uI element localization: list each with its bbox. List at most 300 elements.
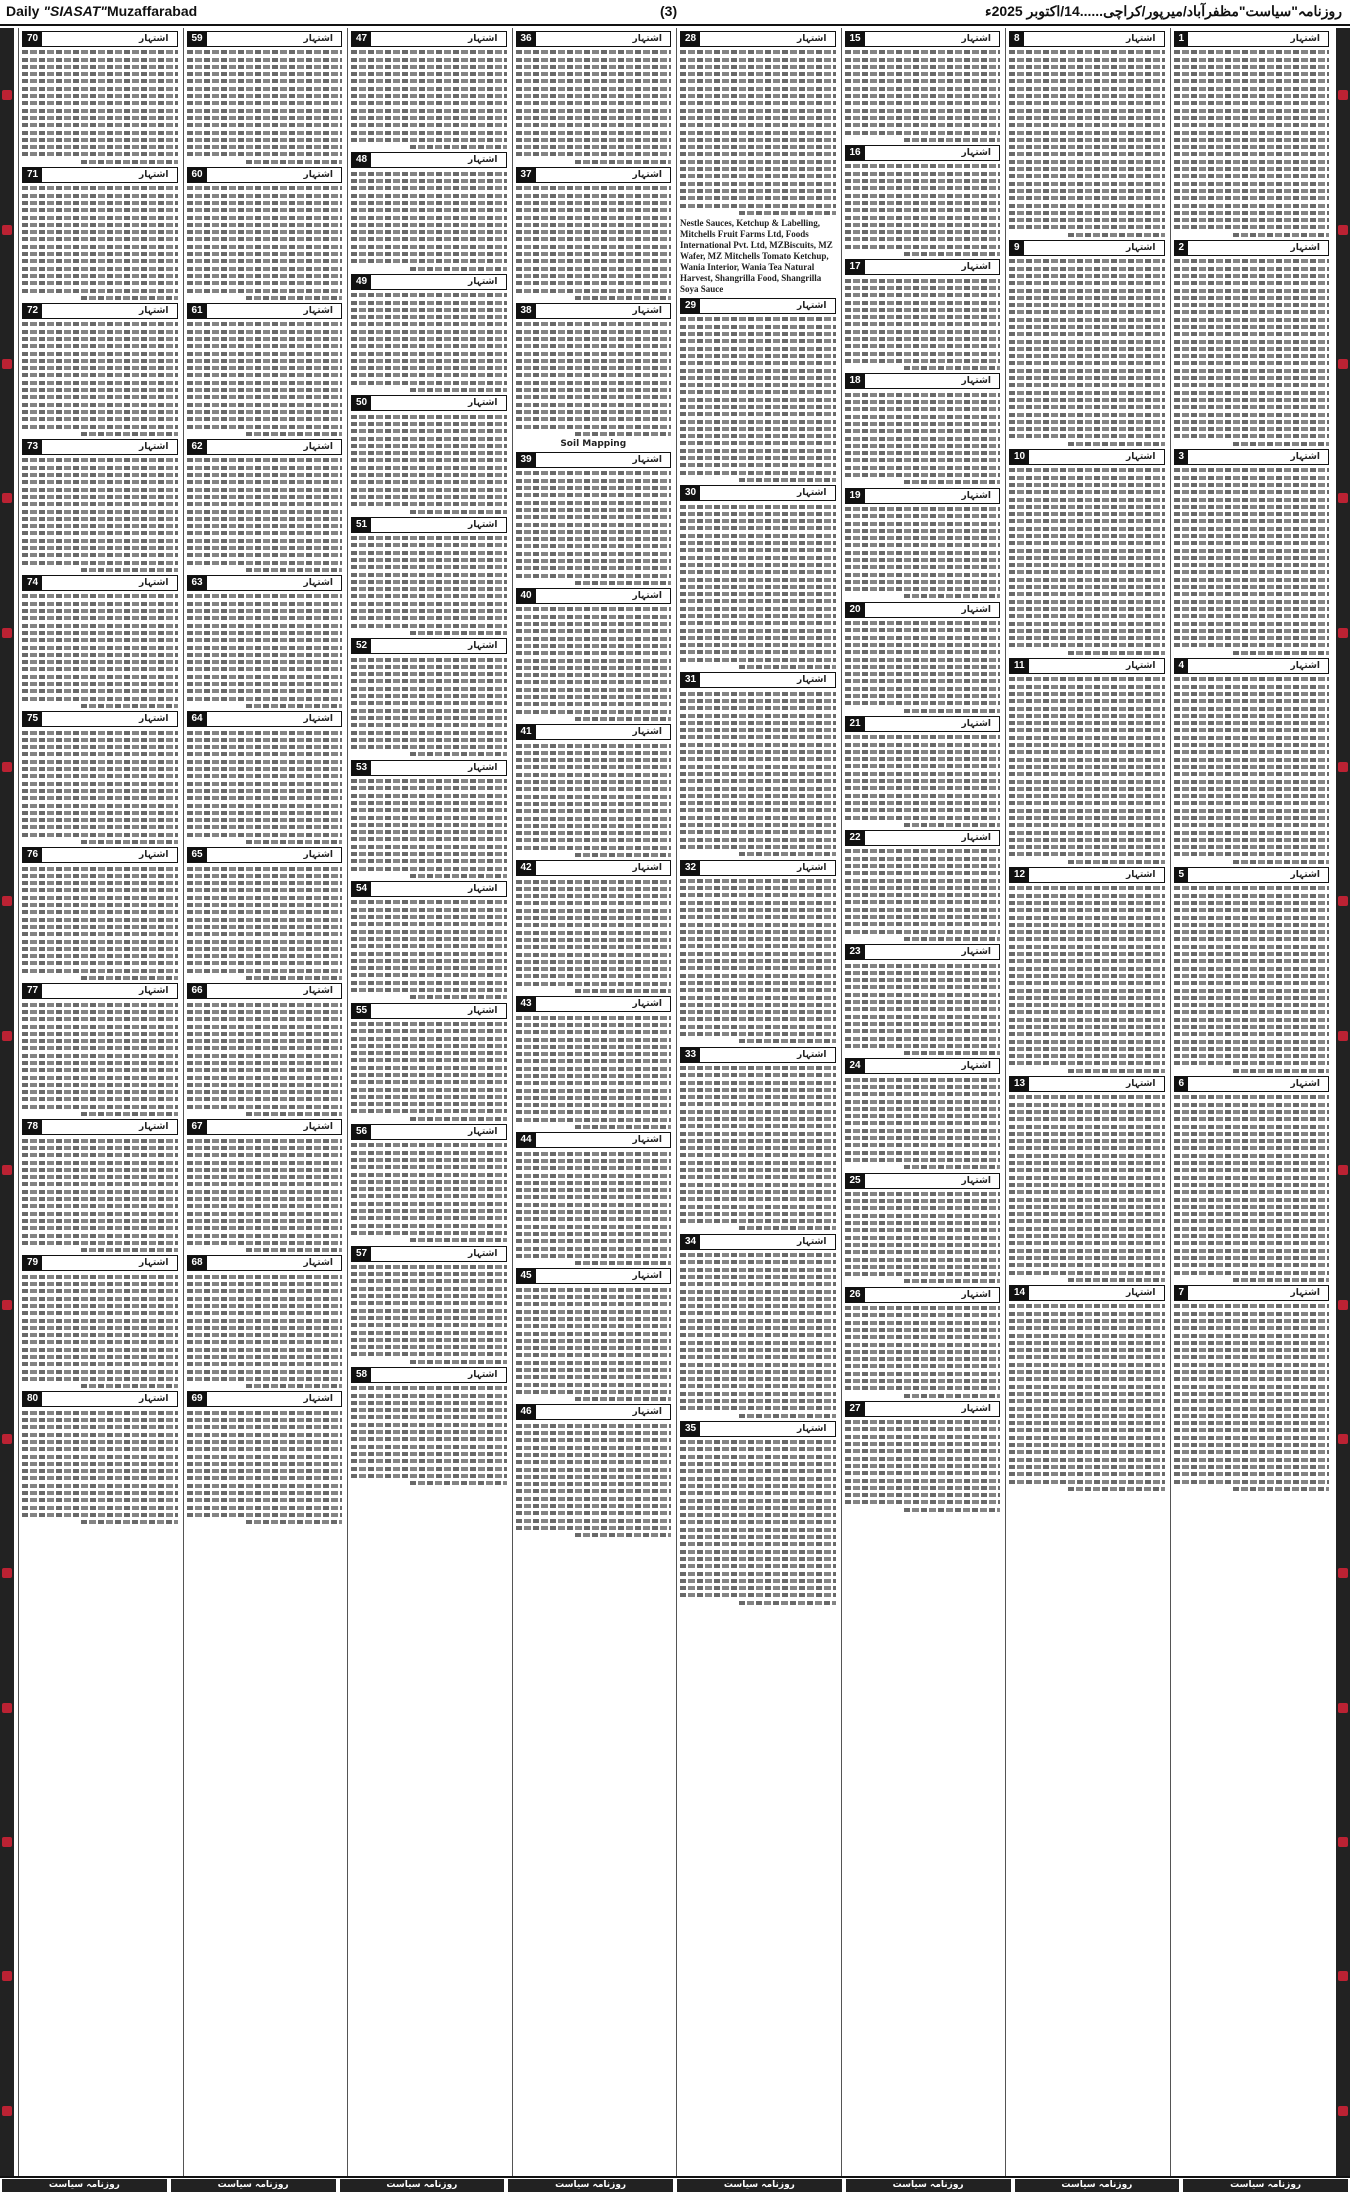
text-line [1174, 1414, 1330, 1418]
text-line [516, 744, 672, 748]
notice-label: اشتہار [961, 833, 991, 844]
text-line [187, 1411, 343, 1415]
text-line [351, 1194, 507, 1198]
text-line [680, 893, 836, 897]
text-line [81, 160, 177, 164]
text-line [187, 1153, 343, 1157]
notice-label: اشتہار [961, 148, 991, 159]
text-line [680, 317, 836, 321]
text-line [1009, 101, 1165, 105]
text-line [22, 1197, 178, 1201]
text-line [351, 1180, 507, 1184]
text-line [904, 480, 1000, 484]
text-line [680, 1010, 836, 1014]
text-line [1009, 145, 1165, 149]
footer-label: روزنامہ سیاست [508, 2179, 673, 2192]
text-line [187, 689, 343, 693]
text-line [351, 859, 507, 863]
text-line [516, 673, 672, 677]
text-line [516, 1339, 672, 1343]
text-line [22, 1304, 178, 1308]
text-line [680, 1370, 836, 1374]
notice-body-text [351, 293, 507, 392]
notice-label: اشتہار [1126, 1079, 1156, 1090]
text-line [516, 802, 672, 806]
text-line [351, 245, 507, 249]
border-mark [2, 762, 12, 772]
text-line [187, 1333, 343, 1337]
text-line [1174, 845, 1330, 849]
text-line [351, 609, 507, 613]
text-line [680, 332, 836, 336]
notice-columns [18, 28, 1332, 2176]
text-line [1009, 1161, 1165, 1165]
notice-header [1009, 31, 1165, 47]
text-line [1009, 182, 1165, 186]
text-line [575, 432, 671, 436]
text-line [1009, 1183, 1165, 1187]
text-line [22, 546, 178, 550]
text-line [1009, 1392, 1165, 1396]
text-line [187, 488, 343, 492]
notice-label: اشتہار [961, 604, 991, 615]
notice-body-text [351, 172, 507, 271]
notice-body-text [1174, 50, 1330, 236]
notice-label: اشتہار [1126, 452, 1156, 463]
text-line [22, 1241, 178, 1245]
text-line [516, 1346, 672, 1350]
text-line [22, 466, 178, 470]
text-line [516, 1475, 672, 1479]
text-line [1009, 1465, 1165, 1469]
text-line [187, 138, 343, 142]
text-line [1174, 1198, 1330, 1202]
text-line [1009, 490, 1165, 494]
text-line [22, 697, 178, 701]
text-line [1009, 1212, 1165, 1216]
text-line [1174, 1341, 1330, 1345]
text-line [516, 252, 672, 256]
text-line [1174, 541, 1330, 545]
text-line [845, 922, 1001, 926]
text-line [1009, 692, 1165, 696]
text-line [680, 966, 836, 970]
notice-label: اشتہار [139, 714, 169, 725]
text-line [351, 679, 507, 683]
footer-label: روزنامہ سیاست [677, 2179, 842, 2192]
text-line [845, 930, 1001, 934]
text-line [845, 772, 1001, 776]
text-line [680, 101, 836, 105]
text-line [22, 667, 178, 671]
text-line [351, 922, 507, 926]
text-line [845, 216, 1001, 220]
text-line [680, 441, 836, 445]
text-line [1009, 79, 1165, 83]
text-line [845, 565, 1001, 569]
text-line [187, 594, 343, 598]
text-line [1009, 721, 1165, 725]
text-line [516, 758, 672, 762]
text-line [1009, 952, 1165, 956]
notice-number: 63 [188, 576, 207, 590]
notice-label: اشتہار [139, 986, 169, 997]
notice-number: 39 [517, 453, 536, 467]
text-line [516, 1023, 672, 1027]
text-line [1174, 1355, 1330, 1359]
text-line [516, 152, 672, 156]
text-line [22, 1212, 178, 1216]
text-line [1174, 204, 1330, 208]
border-mark [1338, 90, 1348, 100]
notice-header [187, 711, 343, 727]
text-line [187, 697, 343, 701]
text-line [845, 764, 1001, 768]
text-line [351, 1331, 507, 1335]
text-line [187, 1370, 343, 1374]
text-line [1009, 838, 1165, 842]
text-line [845, 322, 1001, 326]
text-line [187, 245, 343, 249]
text-line [516, 1045, 672, 1049]
text-line [680, 1311, 836, 1315]
notice-label: اشتہار [468, 1369, 498, 1380]
notice-label: اشتہار [1126, 34, 1156, 44]
text-line [22, 79, 178, 83]
text-line [516, 1210, 672, 1214]
text-line [22, 1083, 178, 1087]
text-line [351, 1265, 507, 1269]
text-line [246, 1384, 342, 1388]
text-line [351, 1287, 507, 1291]
text-line [845, 1321, 1001, 1325]
text-line [22, 1076, 178, 1080]
text-line [680, 794, 836, 798]
text-line [351, 131, 507, 135]
text-line [22, 281, 178, 285]
text-line [516, 765, 672, 769]
text-line [1174, 1326, 1330, 1330]
text-line [680, 534, 836, 538]
text-line [845, 1372, 1001, 1376]
notice-column [183, 28, 346, 2176]
notice-label: اشتہار [797, 862, 827, 873]
text-line [351, 1209, 507, 1213]
notice-body-text [845, 279, 1001, 371]
text-line [1009, 607, 1165, 611]
text-line [845, 116, 1001, 120]
text-line [680, 1290, 836, 1294]
text-line [1174, 585, 1330, 589]
notice-label: اشتہار [468, 762, 498, 773]
text-line [187, 774, 343, 778]
text-line [351, 823, 507, 827]
notice-number: 22 [846, 831, 865, 845]
text-line [1174, 1003, 1330, 1007]
notice-label: اشتہار [961, 947, 991, 958]
text-line [351, 1423, 507, 1427]
text-line [187, 745, 343, 749]
text-line [1174, 218, 1330, 222]
text-line [1009, 787, 1165, 791]
notice-body-text [1009, 677, 1165, 863]
text-line [1174, 340, 1330, 344]
notice-header [22, 575, 178, 591]
border-mark [2, 225, 12, 235]
notice-header [351, 760, 507, 776]
notice-number: 70 [23, 32, 42, 46]
text-line [845, 186, 1001, 190]
text-line [1174, 1443, 1330, 1447]
notice-number: 15 [846, 32, 865, 46]
notice-column [512, 28, 675, 2176]
text-line [351, 745, 507, 749]
text-line [22, 201, 178, 205]
text-line [22, 1297, 178, 1301]
text-line [516, 366, 672, 370]
text-line [516, 1152, 672, 1156]
text-line [516, 1118, 672, 1122]
text-line [1009, 116, 1165, 120]
text-line [1009, 391, 1165, 395]
text-line [1174, 758, 1330, 762]
text-line [1174, 1234, 1330, 1238]
text-line [845, 1272, 1001, 1276]
text-line [1009, 1472, 1165, 1476]
text-line [1009, 218, 1165, 222]
text-line [845, 308, 1001, 312]
text-line [351, 1073, 507, 1077]
text-line [81, 568, 177, 572]
text-line [187, 1032, 343, 1036]
text-line [187, 1348, 343, 1352]
text-line [845, 514, 1001, 518]
text-line [1068, 1069, 1164, 1073]
text-line [845, 393, 1001, 397]
text-line [351, 665, 507, 669]
border-mark [2, 1568, 12, 1578]
notice-header [22, 31, 178, 47]
text-line [351, 1345, 507, 1349]
text-line [22, 594, 178, 598]
text-line [22, 804, 178, 808]
text-line [1009, 534, 1165, 538]
text-line [187, 1161, 343, 1165]
text-line [187, 1046, 343, 1050]
text-line [187, 789, 343, 793]
notice-body-text [680, 50, 836, 215]
text-line [516, 953, 672, 957]
text-line [351, 359, 507, 363]
notice-label: اشتہار [797, 488, 827, 499]
text-line [516, 1254, 672, 1258]
notice-number: 67 [188, 1120, 207, 1134]
text-line [516, 1052, 672, 1056]
text-line [680, 901, 836, 905]
border-mark [1338, 493, 1348, 503]
text-line [1174, 267, 1330, 271]
notice-label: اشتہار [797, 1236, 827, 1247]
text-line [845, 1022, 1001, 1026]
text-line [845, 422, 1001, 426]
text-line [680, 152, 836, 156]
text-line [187, 1462, 343, 1466]
text-line [351, 587, 507, 591]
text-line [516, 751, 672, 755]
text-line [1174, 1472, 1330, 1476]
text-line [516, 574, 672, 578]
text-line [516, 109, 672, 113]
text-line [516, 680, 672, 684]
text-line [1009, 845, 1165, 849]
right-border-strip [1336, 28, 1350, 2178]
text-line [22, 1498, 178, 1502]
text-line [22, 867, 178, 871]
text-line [680, 974, 836, 978]
text-line [904, 138, 1000, 142]
text-line [351, 488, 507, 492]
text-line [351, 179, 507, 183]
masthead-right-dateline: روزنامہ"سیاست"مظفرآباد/میرپور/کراچی......14/اکتوبر 2025ء [984, 3, 1342, 19]
text-line [516, 1110, 672, 1114]
text-line [516, 607, 672, 611]
notice-header [187, 1255, 343, 1271]
text-line [187, 1476, 343, 1480]
text-line [680, 1355, 836, 1359]
notice-header [351, 31, 507, 47]
text-line [187, 281, 343, 285]
notice-body-text [22, 731, 178, 844]
text-line [516, 644, 672, 648]
notice-header [187, 1391, 343, 1407]
notice-number: 5 [1175, 868, 1189, 882]
text-line [516, 688, 672, 692]
text-line [845, 1037, 1001, 1041]
footer-label: روزنامہ سیاست [1183, 2179, 1348, 2192]
text-line [680, 1484, 836, 1488]
text-line [845, 65, 1001, 69]
notice-label: اشتہار [961, 1403, 991, 1414]
notice-number: 72 [23, 304, 42, 318]
text-line [575, 1397, 671, 1401]
text-line [516, 1361, 672, 1365]
text-line [1009, 1061, 1165, 1065]
text-line [22, 1226, 178, 1230]
text-line [845, 1151, 1001, 1155]
text-line [845, 801, 1001, 805]
text-line [22, 131, 178, 135]
text-line [680, 658, 836, 662]
notice-label: اشتہار [632, 1407, 662, 1418]
notice-column [841, 28, 1004, 2176]
notice-body-text [680, 692, 836, 857]
text-line [351, 937, 507, 941]
text-line [410, 1117, 506, 1121]
text-line [1009, 310, 1165, 314]
text-line [22, 87, 178, 91]
text-line [187, 194, 343, 198]
text-line [845, 473, 1001, 477]
text-line [516, 831, 672, 835]
text-line [22, 903, 178, 907]
text-line [516, 388, 672, 392]
text-line [22, 517, 178, 521]
text-line [1174, 743, 1330, 747]
text-line [680, 1469, 836, 1473]
text-line [351, 422, 507, 426]
text-line [351, 444, 507, 448]
notice-label: اشتہار [139, 306, 169, 317]
notice-body-text [516, 50, 672, 163]
text-line [1174, 174, 1330, 178]
text-line [845, 507, 1001, 511]
text-line [187, 1362, 343, 1366]
text-line [351, 473, 507, 477]
text-line [1009, 622, 1165, 626]
text-line [516, 1310, 672, 1314]
text-line [351, 437, 507, 441]
text-line [22, 1469, 178, 1473]
text-line [22, 940, 178, 944]
text-line [845, 1228, 1001, 1232]
text-line [187, 495, 343, 499]
text-line [845, 286, 1001, 290]
text-line [351, 1316, 507, 1320]
notice-body-text [845, 849, 1001, 941]
text-line [1009, 736, 1165, 740]
notice-number: 57 [352, 1247, 371, 1261]
text-line [680, 1564, 836, 1568]
text-line [680, 1025, 836, 1029]
notice-number: 48 [352, 153, 371, 167]
text-line [845, 72, 1001, 76]
text-line [351, 594, 507, 598]
text-line [410, 874, 506, 878]
text-line [680, 1297, 836, 1301]
border-mark [2, 1031, 12, 1041]
notice-number: 7 [1175, 1286, 1189, 1300]
text-line [246, 1248, 342, 1252]
text-line [680, 541, 836, 545]
text-line [81, 1384, 177, 1388]
notice-number: 46 [517, 1405, 536, 1419]
text-line [1009, 1040, 1165, 1044]
text-line [22, 94, 178, 98]
text-line [1174, 109, 1330, 113]
text-line [22, 403, 178, 407]
text-line [1009, 901, 1165, 905]
text-line [845, 1100, 1001, 1104]
notice-number: 8 [1010, 32, 1024, 46]
text-line [516, 824, 672, 828]
text-line [680, 1513, 836, 1517]
text-line [1174, 519, 1330, 523]
text-line [22, 1506, 178, 1510]
text-line [187, 738, 343, 742]
notice-label: اشتہار [303, 714, 333, 725]
text-line [1009, 685, 1165, 689]
text-line [680, 65, 836, 69]
text-line [351, 565, 507, 569]
text-line [1174, 699, 1330, 703]
text-line [680, 614, 836, 618]
text-line [1009, 347, 1165, 351]
text-line [1068, 860, 1164, 864]
notice-label: اشتہار [632, 1271, 662, 1282]
notice-header [516, 1404, 672, 1420]
text-line [410, 145, 506, 149]
text-line [351, 1386, 507, 1390]
